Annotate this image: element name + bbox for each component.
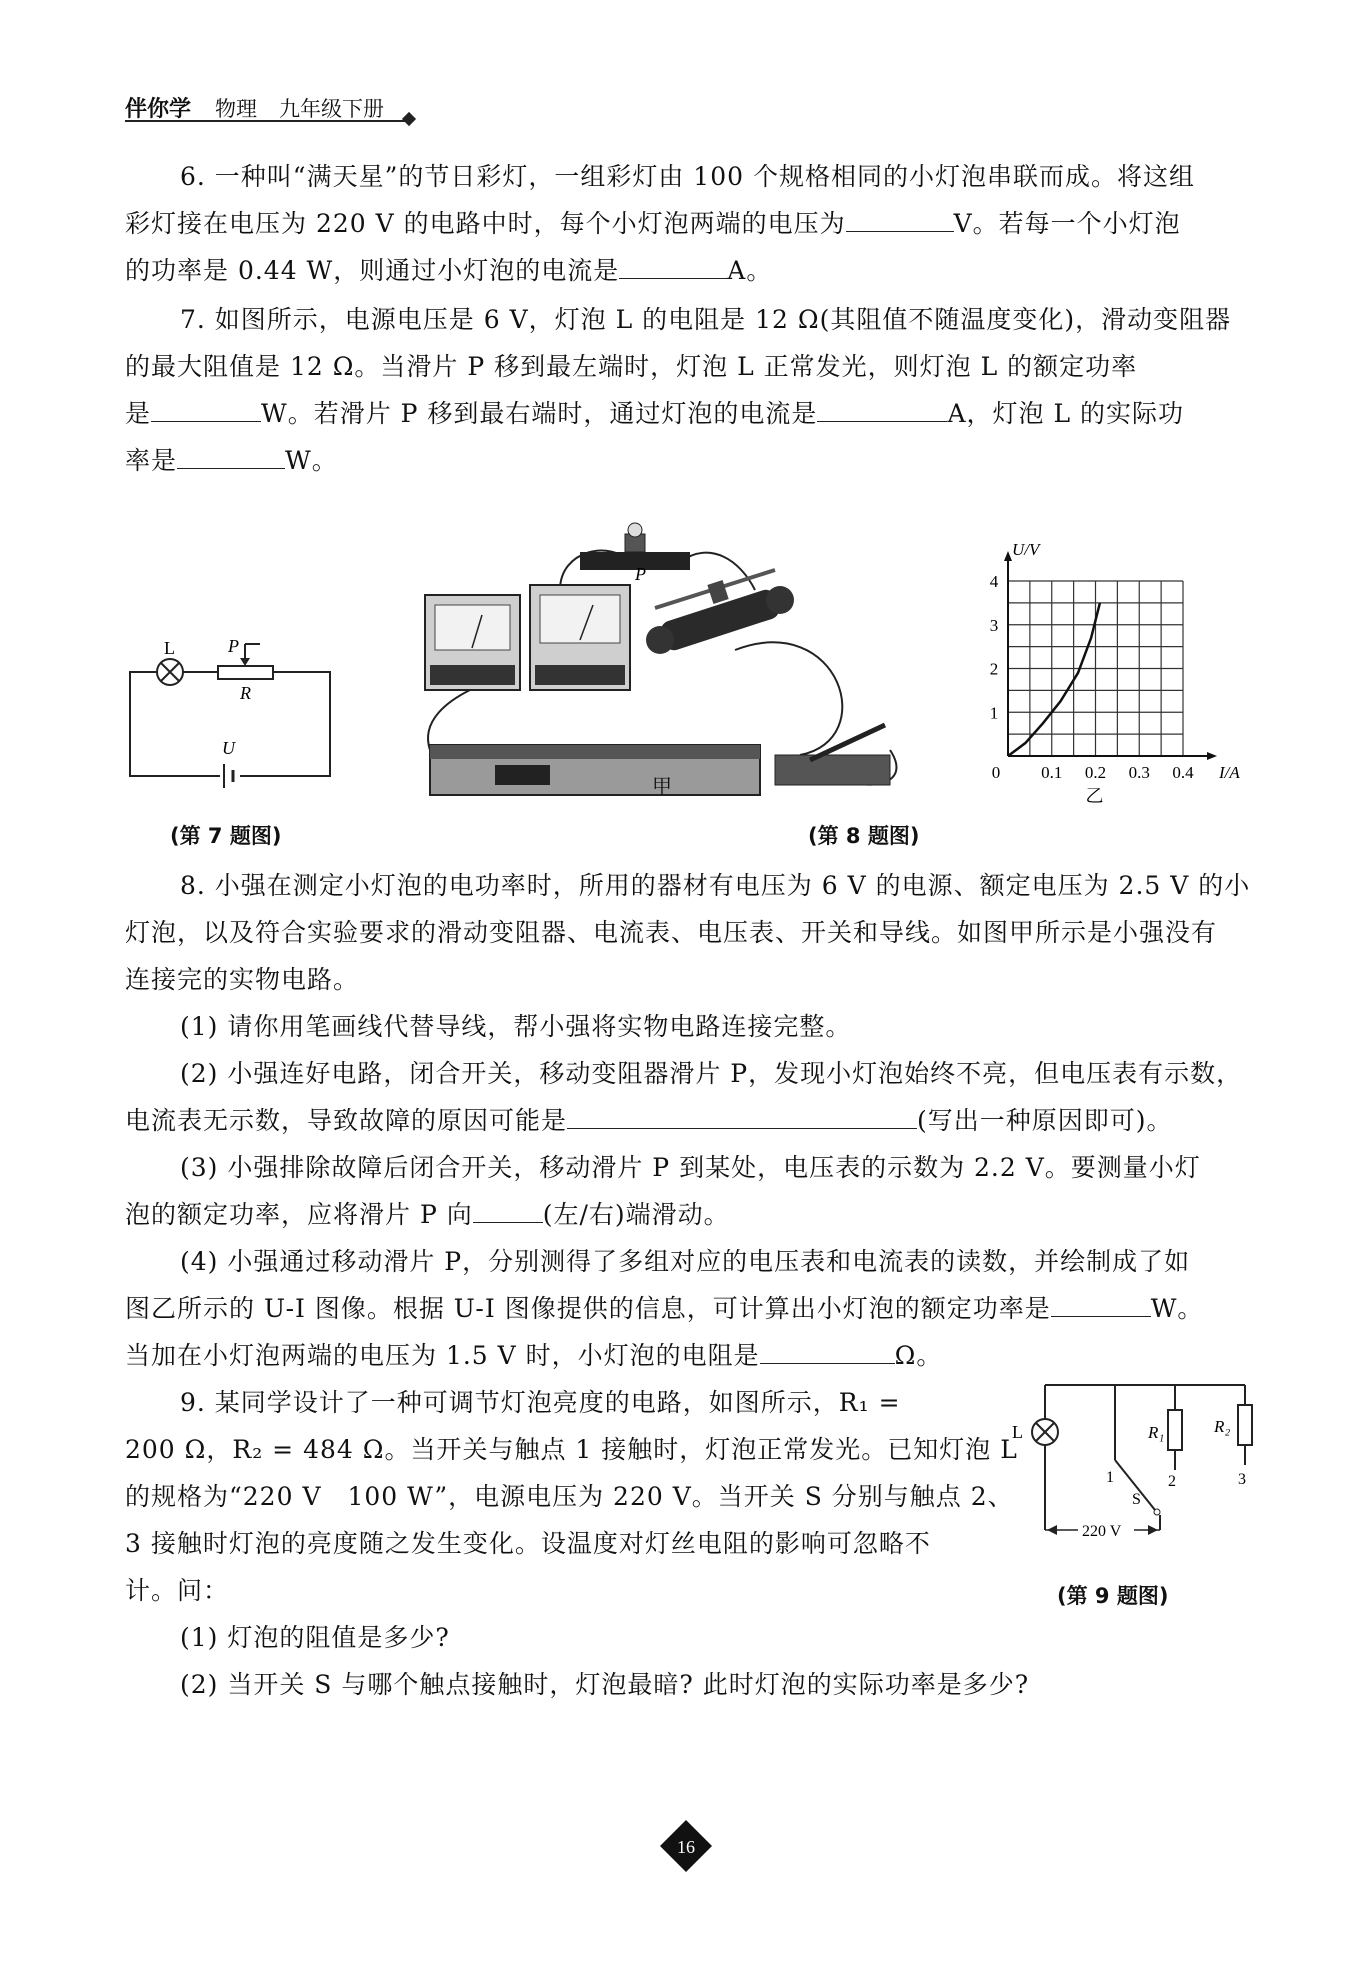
q8-sub3-line1: (3) 小强排除故障后闭合开关，移动滑片 P 到某处，电压表的示数为 2.2 V。要测量小灯 [180,1153,1201,1182]
q8-line2: 灯泡，以及符合实验要求的滑动变阻器、电流表、电压表、开关和导线。如图甲所示是小强没有 [125,918,1218,947]
fig7-lamp-label: L [164,638,175,658]
q6-line3 [125,247,772,294]
ui-curve [1008,603,1100,756]
y-axis-arrow [1004,551,1012,561]
q6-text: V。若每一个小灯泡 [953,209,1181,238]
q7-text: W。 [285,446,338,475]
q7-text: 是 [125,399,152,428]
fig7-source-label: U [222,738,235,758]
q8-sub3-line2 [125,1191,730,1238]
q9-sub1: (1) 灯泡的阻值是多少? [180,1623,450,1652]
y-tick-label: 3 [989,615,999,635]
fig7-caption: (第 7 题图) [170,824,282,848]
fig8-slider-label: P [635,564,646,584]
q8-blank-resistance[interactable] [760,1337,895,1364]
q9-line3: 的规格为“220 V 100 W”，电源电压为 220 V。当开关 S 分别与触点 2、 [125,1482,1014,1511]
q9-line4: 3 接触时灯泡的亮度随之发生变化。设温度对灯丝电阻的影响可忽略不 [125,1529,931,1558]
y-axis-label: U/V [1012,540,1040,559]
fig8-caption: (第 8 题图) [808,824,920,848]
fig7-resistor-label: R [240,683,251,703]
q6-text: 的功率是 0.44 W，则通过小灯泡的电流是 [125,256,620,285]
q9-line1: 9. 某同学设计了一种可调节灯泡亮度的电路，如图所示，R₁ = [180,1388,901,1417]
voltmeter [425,595,520,690]
q9-sub2: (2) 当开关 S 与哪个触点接触时，灯泡最暗? 此时灯泡的实际功率是多少? [180,1670,1030,1699]
q9-line2: 200 Ω，R₂ = 484 Ω。当开关与触点 1 接触时，灯泡正常发光。已知灯泡 L [125,1435,1018,1464]
fig7-battery-icon [220,764,240,788]
q8-sub2-line2 [125,1097,1173,1144]
q6-line2 [125,200,1181,247]
x-tick-label: 0.3 [1128,763,1150,782]
fig7-resistor [218,666,273,679]
fig9-voltage-label: 220 V [1082,1523,1122,1540]
fig9-caption: (第 9 题图) [1057,1584,1169,1608]
y-tick-label: 4 [989,572,999,591]
q9-line5: 计。问： [125,1576,230,1605]
fig9-r2 [1238,1405,1252,1445]
q7-line4 [125,437,338,484]
fig8-ui-chart [960,488,1280,808]
q7-blank-actual-power[interactable] [177,442,285,469]
fig9-lamp-label: L [1012,1422,1023,1442]
q8-text: 泡的额定功率，应将滑片 P 向 [125,1200,473,1229]
q8-sub4-line1: (4) 小强通过移动滑片 P，分别测得了多组对应的电压表和电流表的读数，并绘制成了如 [180,1247,1191,1276]
fig9-contact1: 1 [1106,1469,1114,1486]
q8-line3: 连接完的实物电路。 [125,965,360,994]
header-grade: 九年级下册 [279,97,385,121]
x-axis-label: I/A [1219,763,1240,782]
fig9-r2-label: R₂ [1214,1417,1231,1436]
fig9-r1-label: R₁ [1148,1423,1165,1442]
fig9-lamp-icon [1032,1419,1058,1445]
x-tick-label: 0.1 [1041,763,1063,782]
q8-line1: 8. 小强在测定小灯泡的电功率时，所用的器材有电压为 6 V 的电源、额定电压为 2.5 V 的小 [180,871,1251,900]
q7-text: A，灯泡 L 的实际功 [947,399,1184,428]
page-number-badge [660,1820,712,1872]
fig9-r1 [1168,1410,1182,1450]
knife-switch [775,725,890,785]
q8-sub1: (1) 请你用笔画线代替导线，帮小强将实物电路连接完整。 [180,1012,852,1041]
q8-text: 当加在小灯泡两端的电压为 1.5 V 时，小灯泡的电阻是 [125,1341,760,1370]
header-rule [125,120,410,122]
fig7-circuit [120,630,340,790]
x-tick-label: 0.4 [1172,763,1194,782]
fig9-circuit [1010,1370,1260,1550]
q7-line2: 的最大阻值是 12 Ω。当滑片 P 移到最左端时，灯泡 L 正常发光，则灯泡 L 的额定功率 [125,352,1138,381]
q6-line1: 6. 一种叫“满天星”的节日彩灯，一组彩灯由 100 个规格相同的小灯泡串联而成。将这组 [180,162,1195,191]
q8-sub4-line2 [125,1285,1203,1332]
q8-text: W。 [1150,1294,1204,1323]
x-tick-label: 0 [991,763,1001,782]
y-tick-label: 2 [989,659,999,679]
q6-text: A。 [727,256,773,285]
fig8-photo-label: 甲 [652,774,672,798]
fig7-lamp-icon [157,659,183,685]
fig9-switch-label: S [1132,1491,1141,1508]
q6-text: 彩灯接在电压为 220 V 的电路中时，每个小灯泡两端的电压为 [125,209,846,238]
q6-blank-current[interactable] [619,252,727,279]
q8-blank-rated-power[interactable] [1051,1290,1151,1317]
q7-text: W。若滑片 P 移到最右端时，通过灯泡的电流是 [261,399,818,428]
q7-blank-rated-power[interactable] [151,395,261,422]
x-tick-label: 0.2 [1084,763,1107,782]
fig9-contact2: 2 [1168,1473,1176,1490]
q8-text: (写出一种原因即可)。 [917,1106,1173,1135]
lamp-holder [580,523,690,570]
q7-text: 率是 [125,446,178,475]
page-header [125,92,415,123]
q6-blank-voltage[interactable] [846,205,954,232]
q8-text: 图乙所示的 U-I 图像。根据 U-I 图像提供的信息，可计算出小灯泡的额定功率是 [125,1294,1051,1323]
chart-panel-label: 乙 [1085,786,1104,806]
y-tick-label: 1 [989,703,999,723]
q8-text: 电流表无示数，导致故障的原因可能是 [125,1106,568,1135]
q7-blank-current[interactable] [817,395,947,422]
q8-sub2-line1: (2) 小强连好电路，闭合开关，移动变阻器滑片 P，发现小灯泡始终不亮，但电压表有示数， [180,1059,1243,1088]
fig8-apparatus-photo [410,520,940,810]
battery-box [430,745,760,795]
ammeter [530,585,630,690]
header-subject: 物理 [215,97,258,121]
q8-blank-fault[interactable] [567,1102,917,1129]
fig7-slider-label: P [228,636,239,656]
page-number: 16 [677,1837,695,1857]
x-axis-arrow [1207,752,1217,760]
fig9-contact3: 3 [1238,1471,1246,1488]
q8-text: (左/右)端滑动。 [542,1200,730,1229]
q8-sub4-line3 [125,1332,942,1379]
header-brand: 伴你学 [125,97,192,122]
q8-text: Ω。 [894,1341,943,1370]
q8-blank-direction[interactable] [473,1196,543,1223]
q7-line1: 7. 如图所示，电源电压是 6 V，灯泡 L 的电阻是 12 Ω(其阻值不随温度变化)，滑动变阻器 [180,305,1232,334]
q7-line3 [125,390,1184,437]
